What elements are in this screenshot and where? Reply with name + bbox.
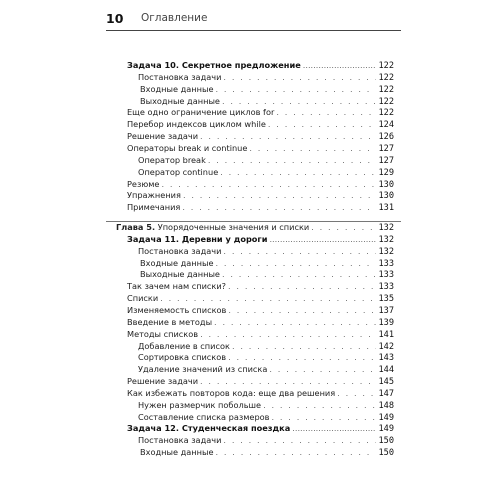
chapter-title: Упорядоченные значения и списки — [155, 222, 310, 232]
page-ref: 122 — [378, 84, 394, 95]
page-ref: 149 — [378, 424, 394, 435]
toc-entry-title: Резюме — [127, 178, 160, 189]
page-ref: 127 — [378, 155, 394, 166]
dot-leader — [249, 142, 376, 154]
dot-leader — [222, 95, 377, 107]
page-ref: 143 — [378, 353, 394, 364]
toc-entry — [127, 59, 394, 71]
page-ref: 133 — [378, 270, 394, 281]
toc-entry-title: Выходные данные — [140, 269, 220, 280]
toc-entry-title: Введение в методы — [127, 316, 213, 327]
page-ref: 132 — [378, 223, 394, 233]
toc-entry — [127, 292, 394, 304]
page-ref: 131 — [378, 203, 394, 214]
running-title: Оглавление — [141, 12, 208, 24]
page-ref: 147 — [378, 388, 394, 399]
toc-entry-title: Как избежать повторов кода: еще два решения — [127, 387, 336, 398]
toc-entry — [127, 106, 394, 118]
toc-entry-title: Перебор индексов циклом while — [127, 119, 266, 130]
page-ref: 122 — [378, 61, 394, 71]
page-ref: 145 — [378, 377, 394, 388]
toc-entry — [127, 387, 394, 399]
dot-leader — [292, 422, 376, 434]
dot-leader — [161, 178, 376, 190]
page-ref: 150 — [378, 448, 394, 459]
page-ref: 130 — [378, 179, 394, 190]
page-ref: 122 — [378, 108, 394, 119]
toc-entry — [127, 328, 394, 340]
dot-leader — [271, 411, 376, 423]
toc-entry — [138, 363, 394, 375]
toc-entry-title: Входные данные — [140, 83, 214, 94]
page-ref: 126 — [378, 132, 394, 143]
toc-entry — [116, 221, 394, 233]
toc-entry-title: Удаление значений из списка — [138, 364, 268, 375]
toc-entry — [138, 71, 394, 83]
dot-leader — [337, 387, 376, 399]
toc-entry-title: Входные данные — [140, 447, 214, 458]
toc-entry — [140, 257, 394, 269]
dot-leader — [269, 233, 376, 245]
page-ref: 142 — [378, 341, 394, 352]
page-ref: 135 — [378, 294, 394, 305]
page-ref: 133 — [378, 282, 394, 293]
dot-leader — [223, 434, 376, 446]
toc-entry-title: Задача 10. Секретное предложение — [127, 60, 301, 70]
toc-entry — [127, 280, 394, 292]
toc-entry-title: Постановка задачи — [138, 245, 222, 256]
toc-entry — [138, 154, 394, 166]
page-ref: 127 — [378, 143, 394, 154]
toc-entry — [138, 434, 394, 446]
toc-entry — [138, 166, 394, 178]
page-ref: 129 — [378, 167, 394, 178]
toc-entry-title: Еще одно ограничение циклов for — [127, 107, 275, 118]
dot-leader — [214, 316, 376, 328]
page-ref: 130 — [378, 191, 394, 202]
toc-entry-title: Операторы break и continue — [127, 142, 248, 153]
dot-leader — [232, 340, 377, 352]
toc-entry-title: Оператор break — [138, 154, 206, 165]
toc-entry — [127, 130, 394, 142]
toc-entry-title: Добавление в список — [138, 340, 230, 351]
dot-leader — [200, 375, 376, 387]
page-ref: 132 — [378, 234, 394, 245]
dot-leader — [200, 130, 376, 142]
dot-leader — [303, 59, 377, 71]
dot-leader — [228, 280, 376, 292]
toc-entry — [127, 118, 394, 130]
toc-entry — [127, 178, 394, 190]
toc-entry — [138, 245, 394, 257]
page-ref: 139 — [378, 317, 394, 328]
toc-entry — [127, 375, 394, 387]
dot-leader — [160, 292, 376, 304]
toc-entry-title: Примечания — [127, 202, 181, 213]
page-ref: 122 — [378, 96, 394, 107]
page-ref: 124 — [378, 120, 394, 131]
page-ref: 148 — [378, 400, 394, 411]
dot-leader — [228, 304, 376, 316]
dot-leader — [268, 118, 377, 130]
dot-leader — [215, 257, 376, 269]
toc-entry-title: Задача 12. Студенческая поездка — [127, 423, 291, 434]
toc-entry — [140, 83, 394, 95]
dot-leader — [223, 71, 376, 83]
page-ref: 149 — [378, 412, 394, 423]
page-number: 10 — [106, 11, 124, 26]
dot-leader — [182, 201, 376, 213]
page-ref: 122 — [378, 72, 394, 83]
toc-entry — [127, 233, 394, 245]
page-ref: 141 — [378, 329, 394, 340]
toc-entry — [127, 422, 394, 434]
toc-entry — [140, 268, 394, 280]
toc-entry-title: Входные данные — [140, 257, 214, 268]
toc-entry-title: Методы списков — [127, 328, 199, 339]
toc-entry — [138, 340, 394, 352]
page-ref: 150 — [378, 436, 394, 447]
toc-entry-title: Решение задачи — [127, 376, 199, 387]
toc-entry-title: Оператор continue — [138, 166, 219, 177]
page-ref: 144 — [378, 365, 394, 376]
toc-entry-title: Постановка задачи — [138, 71, 222, 82]
dot-leader — [200, 328, 376, 340]
toc-entry — [138, 399, 394, 411]
dot-leader — [220, 166, 376, 178]
toc-entry-title: Изменяемость списков — [127, 304, 227, 315]
dot-leader — [215, 446, 376, 458]
dot-leader — [311, 221, 376, 233]
dot-leader — [215, 83, 376, 95]
toc-entry — [140, 446, 394, 458]
toc-entry-title: Задача 11. Деревни у дороги — [127, 233, 268, 244]
dot-leader — [222, 268, 377, 280]
chapter-label: Глава 5. — [116, 222, 156, 232]
toc-entry — [138, 411, 394, 423]
toc-entry — [127, 189, 394, 201]
toc-entry-title: Списки — [127, 293, 159, 304]
toc-entry-title — [116, 221, 309, 233]
dot-leader — [263, 399, 376, 411]
toc-entry-title: Сортировка списков — [138, 352, 227, 363]
toc-entry-title: Нужен размерчик побольше — [138, 399, 262, 410]
toc-entry-title: Составление списка размеров — [138, 411, 270, 422]
toc-entry-title: Решение задачи — [127, 131, 199, 142]
toc-entry — [138, 351, 394, 363]
toc-entry — [127, 316, 394, 328]
toc-entry — [127, 201, 394, 213]
dot-leader — [269, 363, 376, 375]
toc-entry-title: Так зачем нам списки? — [127, 281, 227, 292]
page-ref: 133 — [378, 258, 394, 269]
dot-leader — [183, 189, 377, 201]
toc-entry — [127, 142, 394, 154]
toc-entry — [140, 95, 394, 107]
page-ref: 137 — [378, 305, 394, 316]
dot-leader — [208, 154, 377, 166]
toc-entry-title: Выходные данные — [140, 95, 220, 106]
dot-leader — [276, 106, 376, 118]
toc-entry — [127, 304, 394, 316]
page-ref: 132 — [378, 246, 394, 257]
toc-entry-title: Постановка задачи — [138, 435, 222, 446]
toc-entry-title: Упражнения — [127, 190, 181, 201]
dot-leader — [228, 351, 376, 363]
dot-leader — [223, 245, 376, 257]
